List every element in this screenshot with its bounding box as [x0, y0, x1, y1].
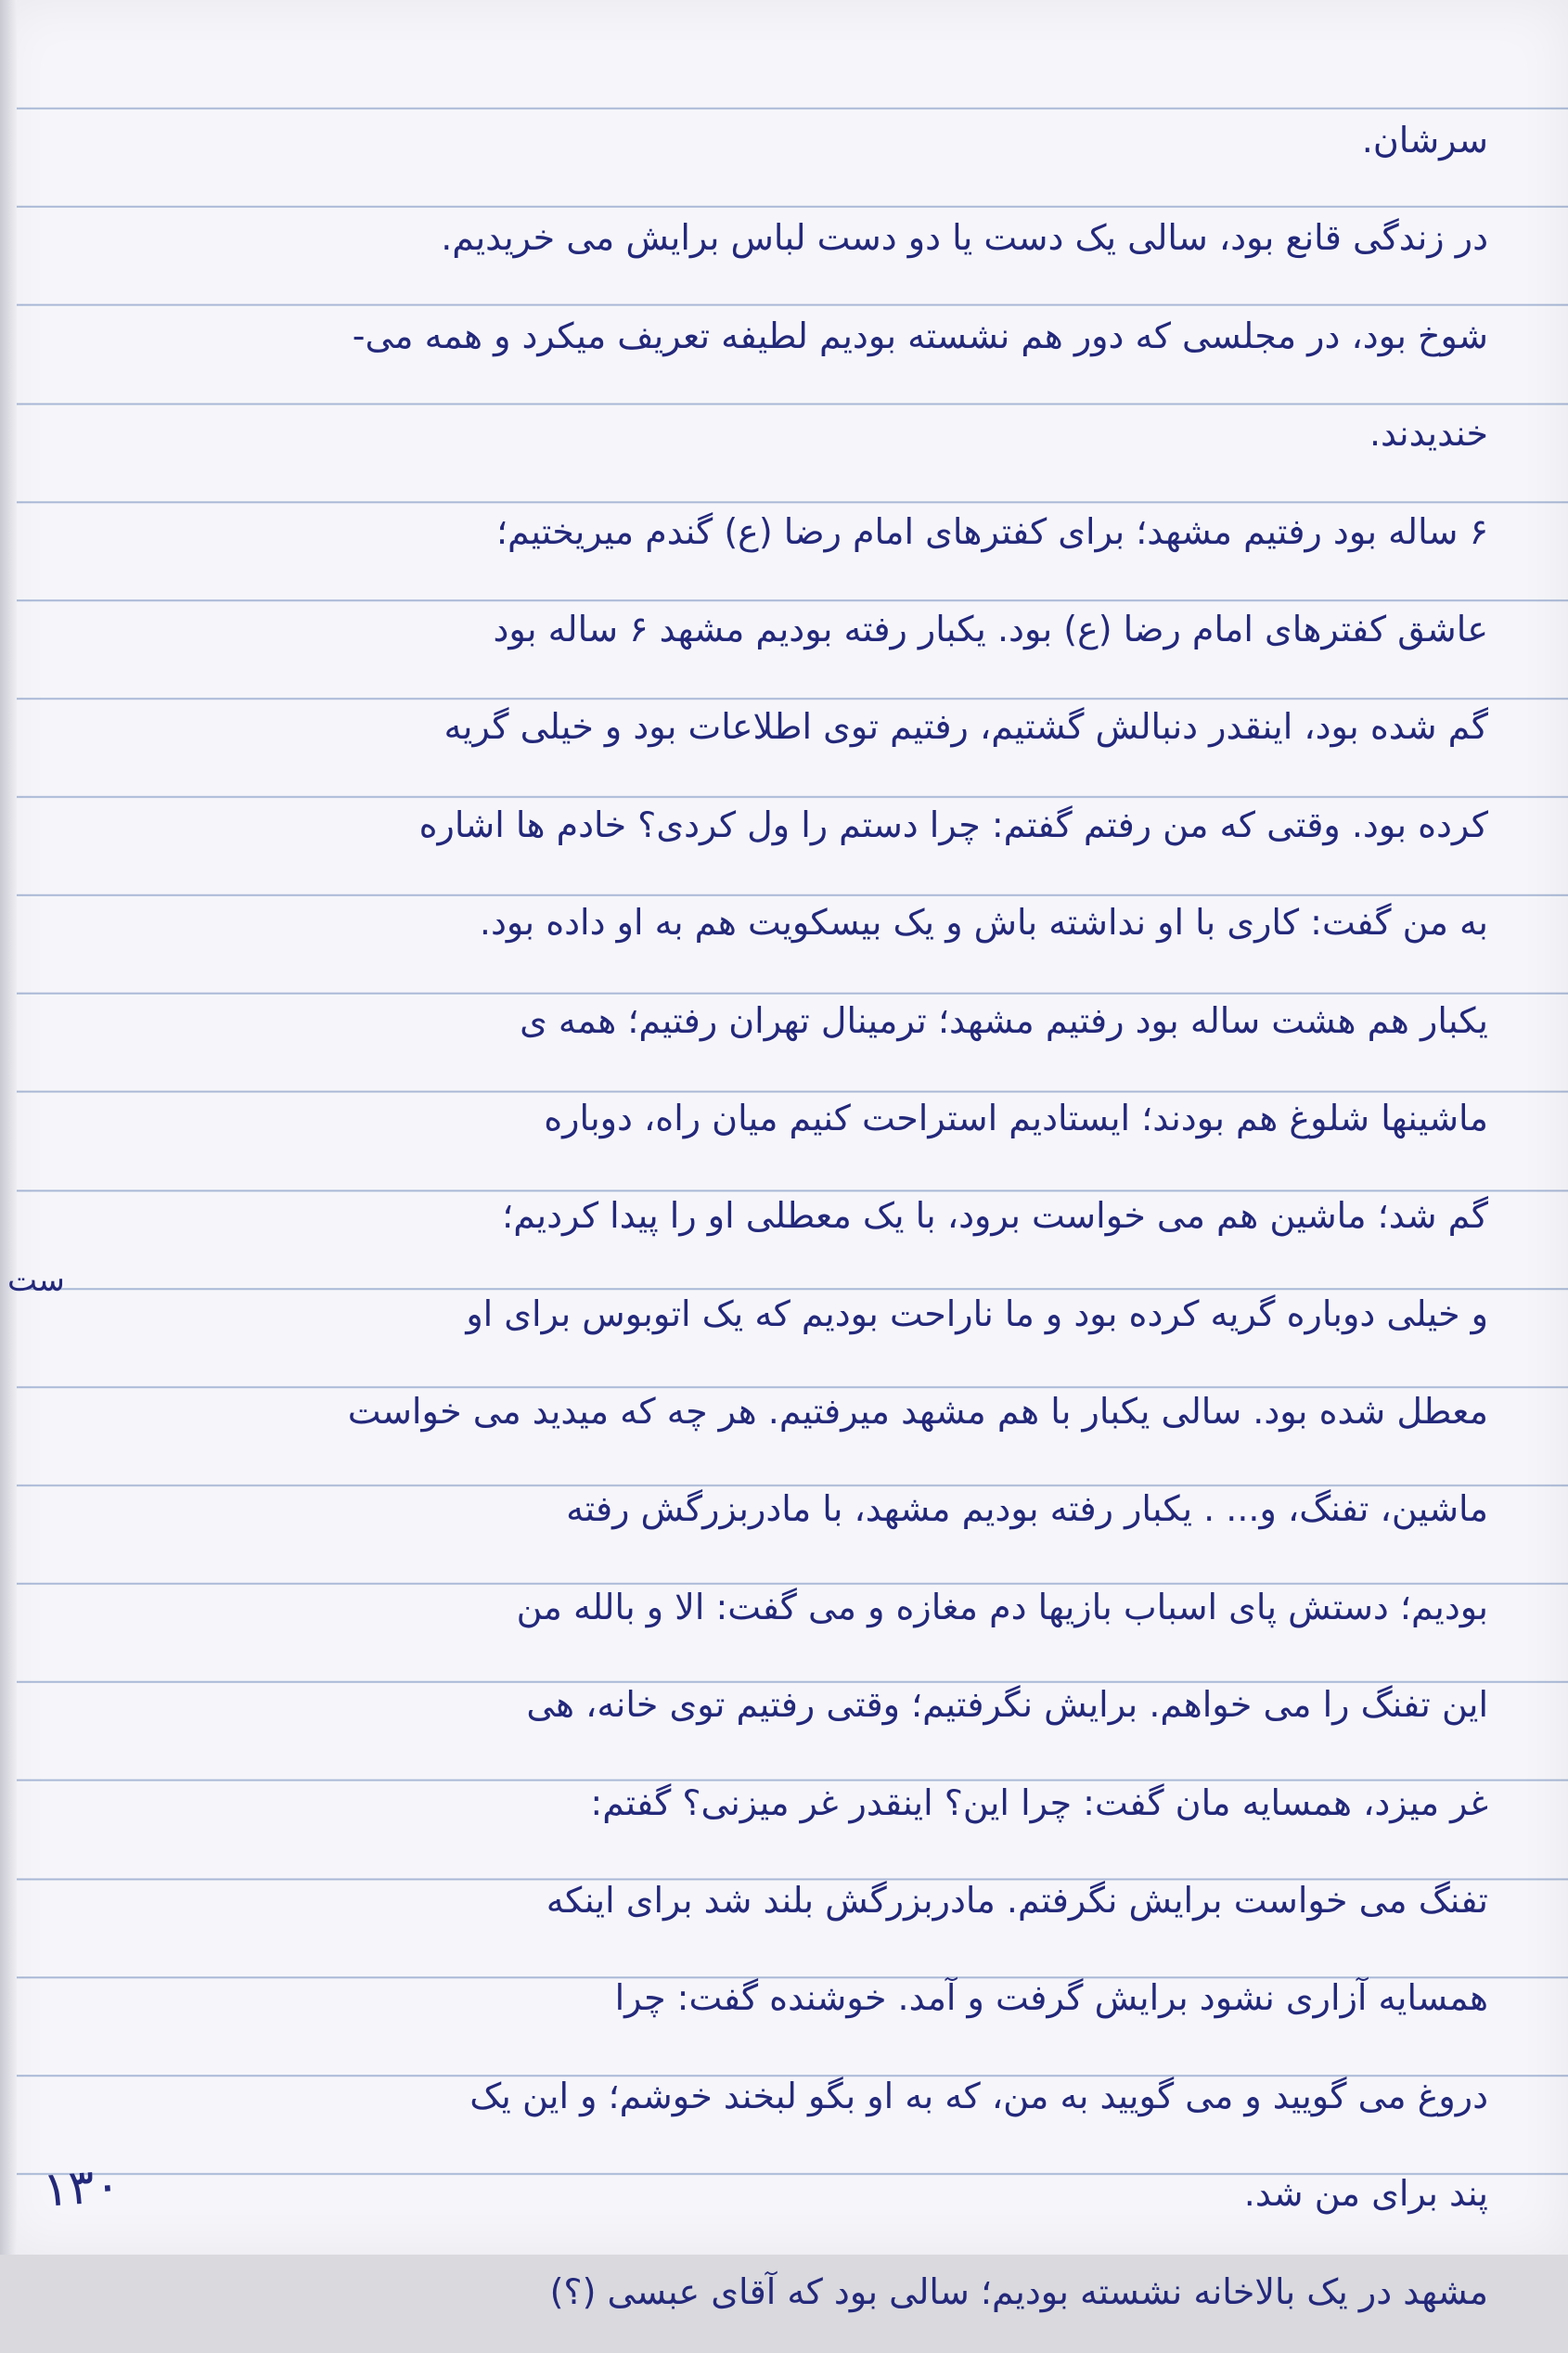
text-line: همسایه آزاری نشود برایش گرفت و آمد. خوشنده گفت: چرا: [614, 1977, 1488, 2019]
text-line: معطل شده بود. سالی یکبار با هم مشهد میرفتیم. هر چه که میدید می خواست: [347, 1391, 1488, 1433]
text-line: تفنگ می خواست برایش نگرفتم. مادربزرگش بلند شد برای اینکه: [546, 1880, 1488, 1922]
text-line: شوخ بود، در مجلسی که دور هم نشسته بودیم لطیفه تعریف میکرد و همه می-: [352, 315, 1488, 356]
text-line: سرشان.: [1361, 120, 1488, 161]
text-line: عاشق کفترهای امام رضا (ع) بود. یکبار رفته بودیم مشهد ۶ ساله بود: [493, 608, 1488, 649]
text-line: و خیلی دوباره گریه کرده بود و ما ناراحت بودیم که یک اتوبوس برای او: [466, 1292, 1488, 1334]
text-line: غر میزد، همسایه مان گفت: چرا این؟ اینقدر غر میزنی؟ گفتم:: [590, 1781, 1488, 1823]
text-line: پند برای من شد.: [1243, 2173, 1488, 2215]
text-line: مشهد در یک بالاخانه نشسته بودیم؛ سالی بود که آقای عبسی (؟): [549, 2270, 1488, 2312]
text-line: به من گفت: کاری با او نداشته باش و یک بیسکویت هم به او داده بود.: [479, 902, 1488, 944]
text-line: این تفنگ را می خواهم. برایش نگرفتیم؛ وقتی رفتیم توی خانه، هی: [526, 1684, 1488, 1726]
text-line: کرده بود. وقتی که من رفتم گفتم: چرا دستم را ول کردی؟ خادم ها اشاره: [418, 804, 1488, 845]
margin-note: ست: [7, 1262, 65, 1299]
text-line: دروغ می گویید و می گویید به من، که به او بگو لبخند خوشم؛ و این یک: [469, 2075, 1488, 2116]
text-line: گم شد؛ ماشین هم می خواست برود، با یک معطلی او را پیدا کردیم؛: [502, 1195, 1488, 1237]
handwritten-text: [11, 104, 1496, 2353]
text-line: در زندگی قانع بود، سالی یک دست یا دو دست لباس برایش می خریدیم.: [441, 217, 1488, 259]
text-line: ۶ ساله بود رفتیم مشهد؛ برای کفترهای امام رضا (ع) گندم میریختیم؛: [495, 510, 1488, 552]
text-line: ماشینها شلوغ هم بودند؛ ایستادیم استراحت کنیم میان راه، دوباره: [544, 1097, 1488, 1138]
text-line: گم شده بود، اینقدر دنبالش گشتیم، رفتیم توی اطلاعات بود و خیلی گریه: [443, 706, 1488, 748]
text-line: یکبار هم هشت ساله بود رفتیم مشهد؛ ترمینال تهران رفتیم؛ همه ی: [520, 999, 1488, 1041]
text-line: بودیم؛ دستش پای اسباب بازیها دم مغازه و می گفت: الا و بالله من: [516, 1586, 1488, 1627]
text-line: ماشین، تفنگ، و... . یکبار رفته بودیم مشهد، با مادربزرگش رفته: [566, 1488, 1488, 1530]
text-line: خندیدند.: [1369, 413, 1488, 455]
page-number: ۱۳۰: [41, 2157, 122, 2218]
